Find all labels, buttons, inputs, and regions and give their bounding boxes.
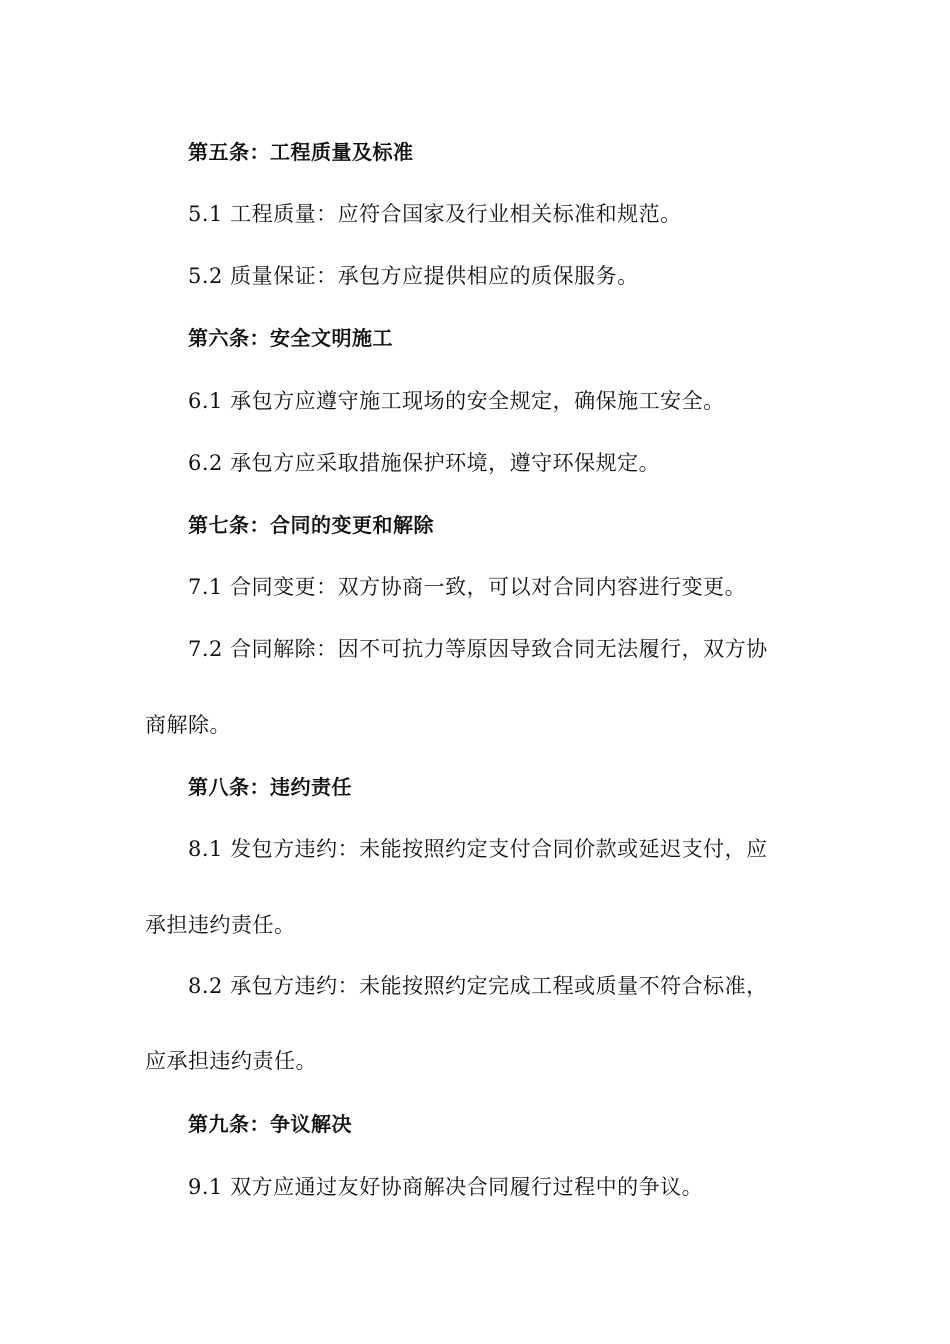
clause-7-1: 7.1 合同变更：双方协商一致，可以对合同内容进行变更。 xyxy=(188,575,747,599)
clause-5-2: 5.2 质量保证：承包方应提供相应的质保服务。 xyxy=(188,264,639,288)
clause-5-1: 5.1 工程质量：应符合国家及行业相关标准和规范。 xyxy=(188,202,682,226)
clause-9-1: 9.1 双方应通过友好协商解决合同履行过程中的争议。 xyxy=(188,1175,704,1199)
clause-8-1: 8.1 发包方违约：未能按照约定支付合同价款或延迟支付，应 xyxy=(188,837,768,861)
clause-7-2-continued: 商解除。 xyxy=(145,713,231,737)
clause-8-2-continued: 应承担违约责任。 xyxy=(145,1049,317,1073)
clause-6-1: 6.1 承包方应遵守施工现场的安全规定，确保施工安全。 xyxy=(188,389,725,413)
section-heading-8: 第八条：违约责任 xyxy=(188,775,352,799)
section-heading-7: 第七条：合同的变更和解除 xyxy=(188,513,434,537)
clause-8-1-continued: 承担违约责任。 xyxy=(145,913,296,937)
section-heading-6: 第六条：安全文明施工 xyxy=(188,326,393,350)
clause-8-2: 8.2 承包方违约：未能按照约定完成工程或质量不符合标准， xyxy=(188,974,768,998)
clause-6-2: 6.2 承包方应采取措施保护环境，遵守环保规定。 xyxy=(188,451,661,475)
section-heading-9: 第九条：争议解决 xyxy=(188,1112,352,1136)
clause-7-2: 7.2 合同解除：因不可抗力等原因导致合同无法履行，双方协 xyxy=(188,637,768,661)
section-heading-5: 第五条：工程质量及标准 xyxy=(188,140,414,164)
